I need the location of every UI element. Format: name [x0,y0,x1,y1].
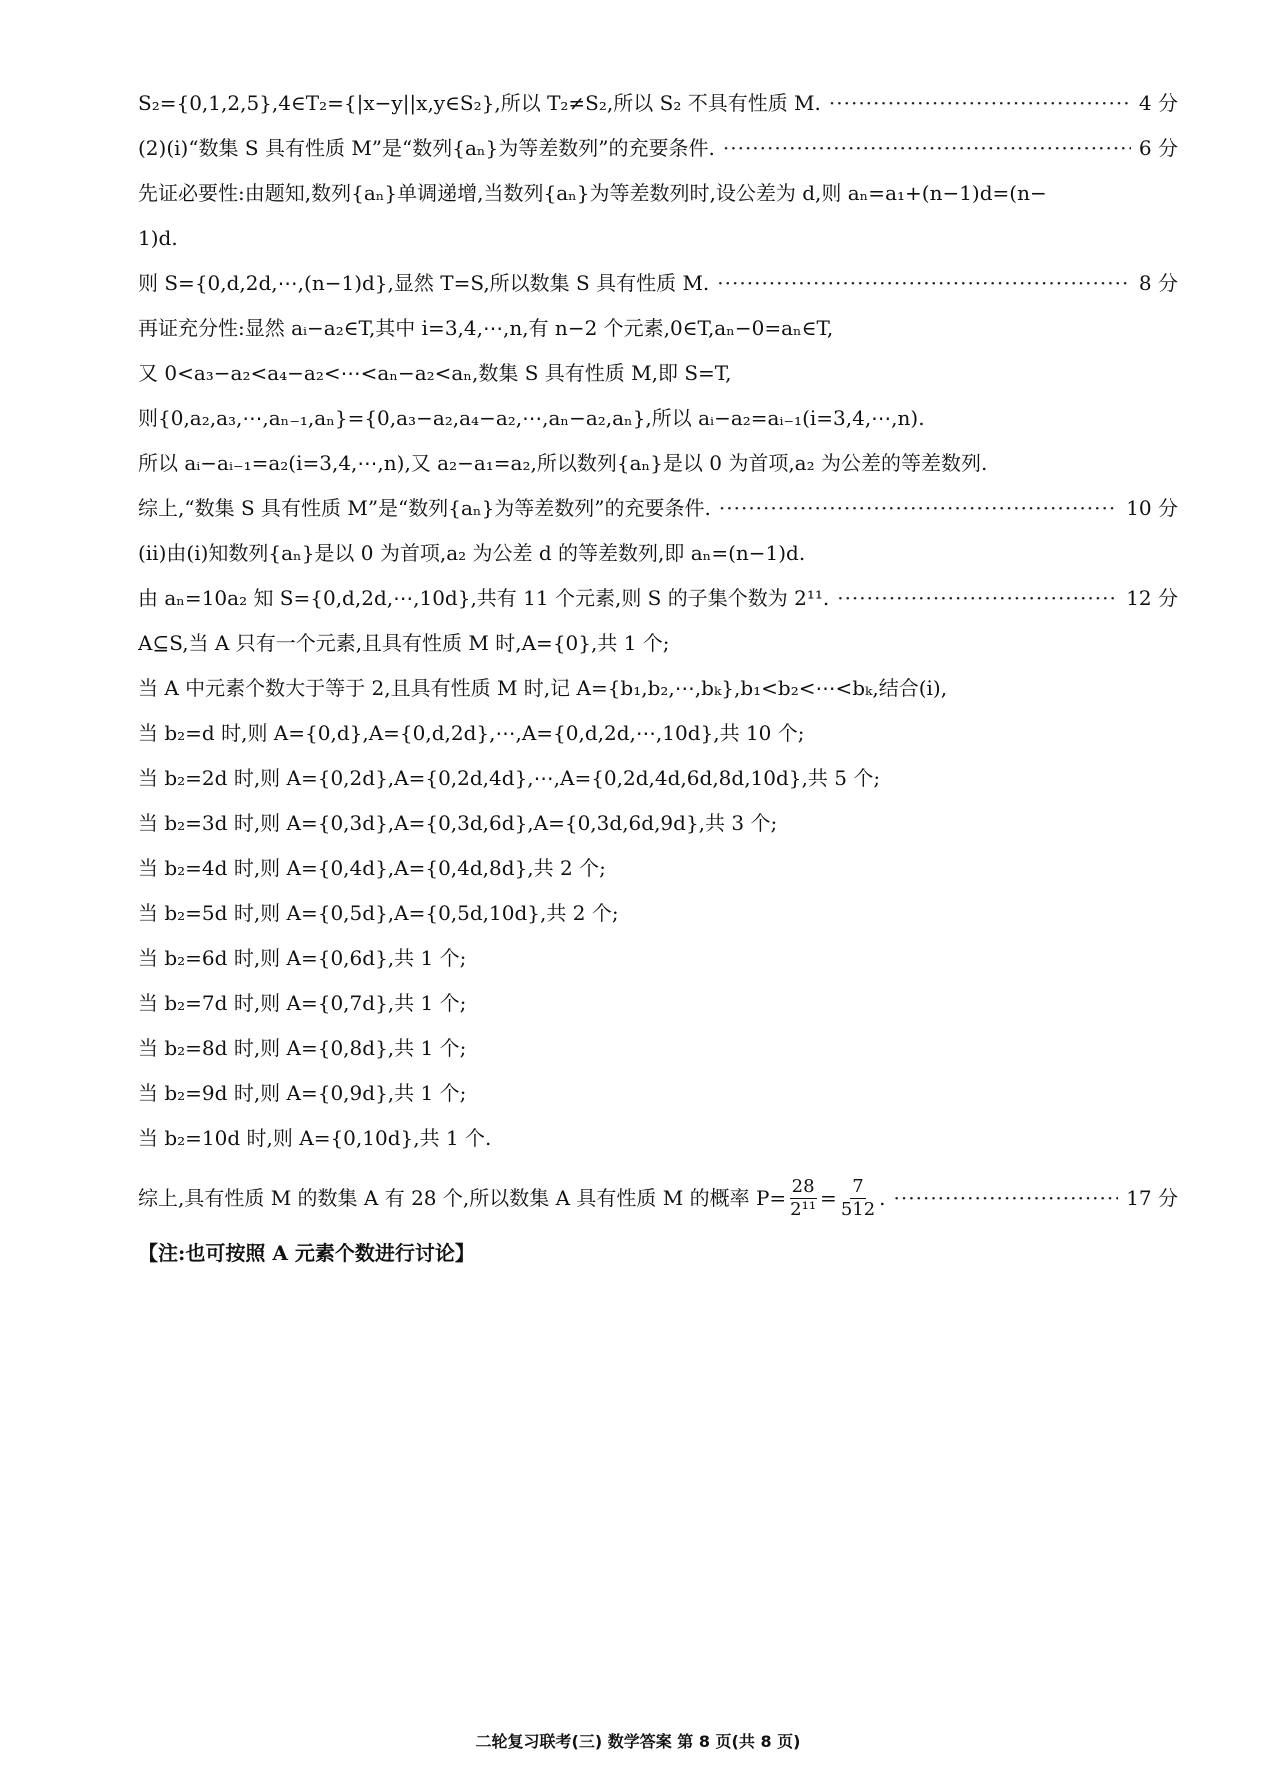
line-2: (2)(ⅰ)“数集 S 具有性质 M”是“数列{aₙ}为等差数列”的充要条件. ····· 6 分 [138,133,1178,163]
line-19: 当 b₂=5d 时,则 A={0,5d},A={0,5d,10d},共 2 个; [138,901,619,925]
line-6: 再证充分性:显然 aᵢ−a₂∈T,其中 i=3,4,⋯,n,有 n−2 个元素,0∈T,aₙ−0=aₙ∈T, [138,316,834,340]
line-10: 综上,“数集 S 具有性质 M”是“数列{aₙ}为等差数列”的充要条件. ····· 10 分 [138,493,1178,523]
dot-leader [719,493,1118,523]
line-15: 当 b₂=d 时,则 A={0,d},A={0,d,2d},⋯,A={0,d,2d,⋯,10d},共 10 个; [138,721,805,745]
line-11: (ⅱ)由(ⅰ)知数列{aₙ}是以 0 为首项,a₂ 为公差 d 的等差数列,即 aₙ=(n−1)d. [138,541,806,565]
conclusion-line: 综上,具有性质 M 的数集 A 有 28 个,所以数集 A 具有性质 M 的概率 P= $\frac{28}{\text{2¹¹}}$ = $\frac{7}{512}$ . ····· 17 分 [138,1170,1178,1226]
fraction-7-over-512: $\frac{7}{512}$ [840,1175,876,1220]
line-4: 1)d. [138,226,178,250]
line-17: 当 b₂=3d 时,则 A={0,3d},A={0,3d,6d},A={0,3d,6d,9d},共 3 个; [138,811,778,835]
line-22: 当 b₂=8d 时,则 A={0,8d},共 1 个; [138,1036,467,1060]
line-9: 所以 aᵢ−aᵢ₋₁=a₂(i=3,4,⋯,n),又 a₂−a₁=a₂,所以数列{aₙ}是以 0 为首项,a₂ 为公差的等差数列. [138,451,988,475]
line-3: 先证必要性:由题知,数列{aₙ}单调递增,当数列{aₙ}为等差数列时,设公差为 d,则 aₙ=a₁+(n−1)d=(n− [138,181,1047,205]
line-12: 由 aₙ=10a₂ 知 S={0,d,2d,⋯,10d},共有 11 个元素,则 S 的子集个数为 2¹¹. ····· 12 分 [138,583,1178,613]
line-18: 当 b₂=4d 时,则 A={0,4d},A={0,4d,8d},共 2 个; [138,856,606,880]
score-label: 12 分 [1126,586,1178,610]
score-label: 6 分 [1138,136,1178,160]
dot-leader [723,133,1131,163]
line-24: 当 b₂=10d 时,则 A={0,10d},共 1 个. [138,1126,492,1150]
score-label: 4 分 [1138,91,1178,115]
line-21: 当 b₂=7d 时,则 A={0,7d},共 1 个; [138,991,467,1015]
dot-leader [894,1183,1119,1213]
score-label: 17 分 [1126,1186,1178,1210]
page-footer: 二轮复习联考(三) 数学答案 第 8 页(共 8 页) [475,1732,801,1751]
fraction-28-over-2-11: $\frac{28}{\text{2¹¹}}$ [790,1175,817,1220]
score-label: 8 分 [1138,271,1178,295]
line-23: 当 b₂=9d 时,则 A={0,9d},共 1 个; [138,1081,467,1105]
line-5: 则 S={0,d,2d,⋯,(n−1)d},显然 T=S,所以数集 S 具有性质 M. ····· 8 分 [138,268,1178,298]
dot-leader [829,88,1131,118]
line-16: 当 b₂=2d 时,则 A={0,2d},A={0,2d,4d},⋯,A={0,2d,4d,6d,8d,10d},共 5 个; [138,766,881,790]
line-20: 当 b₂=6d 时,则 A={0,6d},共 1 个; [138,946,467,970]
line-7: 又 0<a₃−a₂<a₄−a₂<⋯<aₙ−a₂<aₙ,数集 S 具有性质 M,即 S=T, [138,361,732,385]
line-8: 则{0,a₂,a₃,⋯,aₙ₋₁,aₙ}={0,a₃−a₂,a₄−a₂,⋯,aₙ−a₂,aₙ},所以 aᵢ−a₂=aᵢ₋₁(i=3,4,⋯,n). [138,406,925,430]
score-label: 10 分 [1126,496,1178,520]
line-1: S₂={0,1,2,5},4∈T₂={|x−y||x,y∈S₂},所以 T₂≠S₂,所以 S₂ 不具有性质 M. ····· 4 分 [138,88,1178,118]
dot-leader [717,268,1131,298]
line-14: 当 A 中元素个数大于等于 2,且具有性质 M 时,记 A={b₁,b₂,⋯,bₖ},b₁<b₂<⋯<bₖ,结合(ⅰ), [138,676,948,700]
note: 【注:也可按照 A 元素个数进行讨论】 [138,1241,475,1265]
dot-leader [837,583,1118,613]
line-13: A⊆S,当 A 只有一个元素,且具有性质 M 时,A={0},共 1 个; [138,631,670,655]
